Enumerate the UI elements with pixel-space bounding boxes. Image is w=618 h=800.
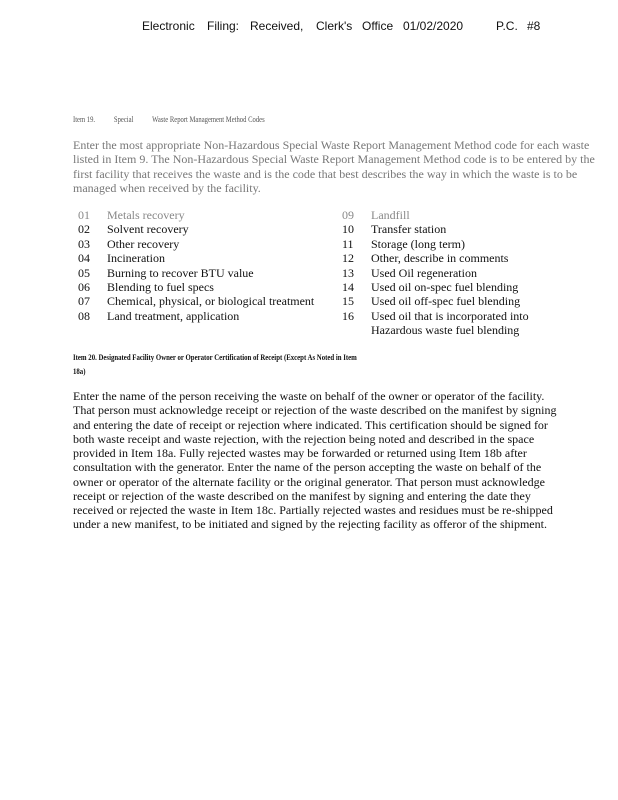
code-label: Used oil off-spec fuel blending	[371, 294, 521, 309]
code-number: 13	[342, 265, 354, 280]
item19-number: Item 19.	[73, 114, 96, 124]
header-electronic: Electronic	[142, 19, 195, 33]
code-label: Landfill	[371, 208, 410, 222]
header-clerks: Clerk's	[316, 19, 353, 33]
code-number: 09	[342, 208, 354, 222]
header-date: 01/02/2020	[403, 19, 464, 33]
item19-special: Special	[113, 114, 134, 124]
code-number: 04	[78, 251, 90, 266]
filing-stamp-header	[0, 19, 618, 37]
code-number: 16	[342, 308, 354, 323]
code-label: Other recovery	[107, 236, 180, 251]
header-received: Received,	[250, 19, 304, 33]
code-number: 14	[342, 280, 354, 294]
code-number: 11	[342, 236, 354, 251]
item19-heading	[73, 114, 282, 124]
code-number: 10	[342, 222, 354, 237]
code-number: 01	[78, 208, 90, 222]
item19-paragraph: Enter the most appropriate Non-Hazardous Special Waste Report Management Method code for each waste listed in Item 9. The Non-Hazardous Special Waste Report Management Method code is to be entered by the first facility that receives the waste and is the code that best describes the way in which the waste is to be managed when received by the facility.	[73, 138, 595, 196]
code-number: 05	[78, 265, 90, 280]
header-pc: P.C.	[496, 19, 518, 33]
code-number: 15	[342, 294, 354, 309]
code-label: Solvent recovery	[107, 222, 189, 237]
item20-heading: Item 20. Designated Facility Owner or Operator Certification of Receipt (Except As Noted in Item 18a)	[73, 352, 357, 376]
code-label: Other, describe in comments	[371, 251, 509, 266]
code-number: 03	[78, 236, 90, 251]
code-label: Used Oil regeneration	[371, 265, 477, 280]
code-label: Transfer station	[371, 222, 447, 237]
header-office: Office	[362, 19, 394, 33]
header-filing: Filing:	[207, 19, 240, 33]
code-number: 12	[342, 251, 354, 266]
code-label: Blending to fuel specs	[107, 280, 214, 294]
code-number: 02	[78, 222, 90, 237]
code-label: Incineration	[107, 251, 165, 266]
code-label: Burning to recover BTU value	[107, 265, 254, 280]
code-label: Storage (long term)	[371, 236, 465, 251]
header-number: #8	[527, 19, 541, 33]
code-number: 06	[78, 280, 90, 294]
code-label: Metals recovery	[107, 208, 185, 222]
code-label: Used oil on-spec fuel blending	[371, 280, 519, 294]
code-number: 07	[78, 294, 90, 309]
item19-title: Waste Report Management Method Codes	[152, 114, 265, 124]
code-label: Used oil that is incorporated into Hazardous waste fuel blending	[371, 308, 529, 338]
item20-paragraph: Enter the name of the person receiving the waste on behalf of the owner or operator of the facility. That person must acknowledge receipt or rejection of the waste described on the manifest by signing and entering the date of receipt or rejection where indicated. This certification should be signed for both waste receipt and waste rejection, with the rejection being noted and described in the space provided in Item 18a. Fully rejected wastes may be forwarded or returned using Item 18b after consultation with the generator. Enter the name of the person accepting the waste on behalf of the owner or operator of the alternate facility or the original generator. That person must acknowledge receipt or rejection of the waste described on the manifest by signing and entering the date they received or rejected the waste in Item 18c. Partially rejected wastes and residues must be re-shipped under a new manifest, to be initiated and signed by the rejecting facility as offeror of the shipment.	[73, 389, 557, 532]
code-number: 08	[78, 308, 90, 323]
code-label: Chemical, physical, or biological treatment	[107, 294, 315, 309]
code-label: Land treatment, application	[107, 308, 240, 323]
